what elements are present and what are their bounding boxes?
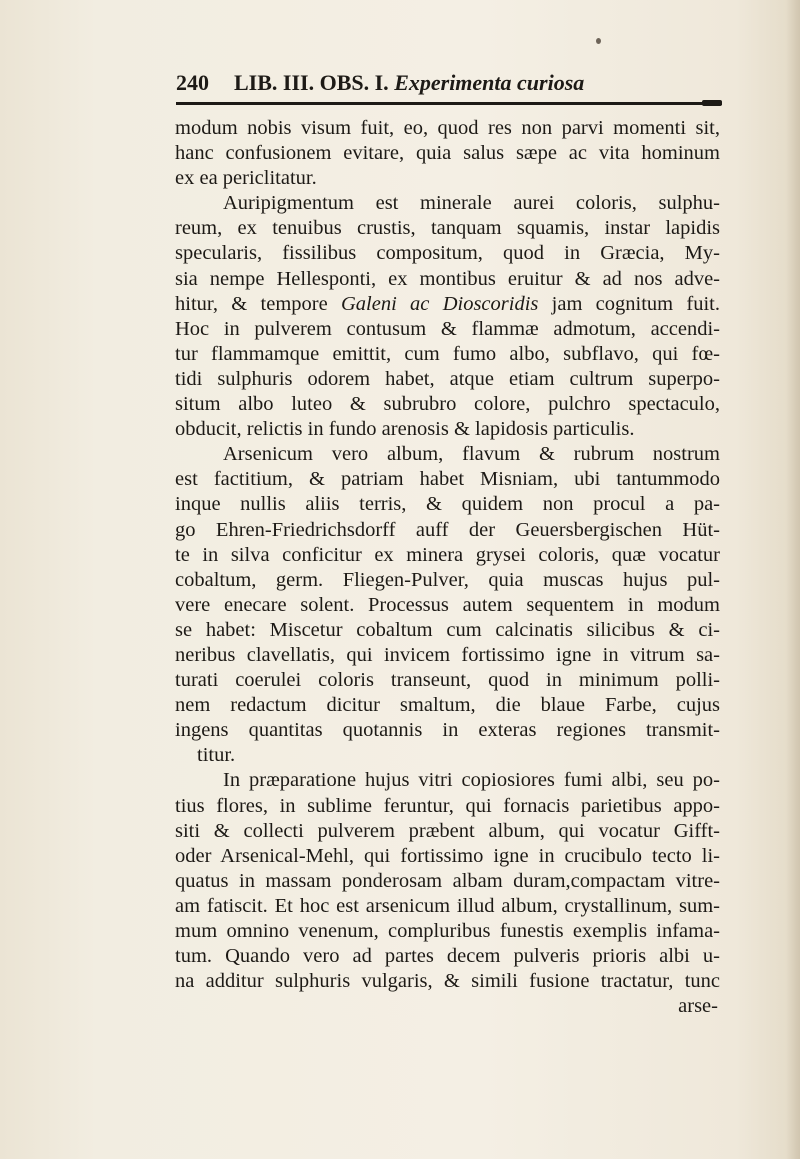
ink-spot [596,38,601,44]
text-line: specularis, fissilibus compositum, quod in Græcia, My- [175,242,720,265]
text-line: quatus in massam ponderosam albam duram,compactam vitre- [175,869,720,892]
text-line: titur. [197,744,236,767]
text-line: ingens quantitas quotannis in exteras regiones transmit- [175,719,720,742]
author-names-italic: Galeni ac Dioscoridis [340,292,539,315]
text-line: te in silva conficitur ex minera grysei coloris, quæ vocatur [175,543,720,566]
text-line: nem redactum dicitur smaltum, die blaue Farbe, cujus [175,694,720,717]
text-line: inque nullis aliis terris, & quidem non procul a pa- [175,493,720,516]
page-number: 240 [176,70,209,95]
page-header [176,70,716,102]
catchword: arse- [678,995,718,1018]
text-line: hitur, & tempore Galeni ac Dioscoridis jam cognitum fuit. [175,292,720,315]
text-line: turati coerulei coloris transeunt, quod in minimum polli- [175,669,720,692]
text-line: hanc confusionem evitare, quia salus sæpe ac vita hominum [175,142,720,165]
text-line: obducit, relictis in fundo arenosis & lapidosis particulis. [175,418,635,441]
body-text [175,116,720,1019]
text-line: neribus clavellatis, qui invicem fortissimo igne in vitrum sa- [175,643,720,666]
text-line: Arsenicum vero album, flavum & rubrum nostrum [223,443,720,466]
text-line: modum nobis visum fuit, eo, quod res non parvi momenti sit, [175,117,720,139]
text-line: tidi sulphuris odorem habet, atque etiam cultrum superpo- [175,367,720,390]
text-line: est factitium, & patriam habet Misniam, ubi tantummodo [175,468,720,491]
text-line: siti & collecti pulverem præbent album, qui vocatur Gifft- [175,819,720,842]
text-line: In præparatione hujus vitri copiosiores fumi albi, seu po- [223,769,720,792]
text-line: tur flammamque emittit, cum fumo albo, subflavo, qui fœ- [175,342,720,365]
running-title-text: Experimenta curiosa [394,70,585,95]
page-edge-shadow [786,0,800,1159]
text-line: oder Arsenical-Mehl, qui fortissimo igne in crucibulo tecto li- [175,844,720,867]
text-line: na additur sulphuris vulgaris, & simili fusione tractatur, tunc [175,970,720,993]
text-line: tius flores, in sublime feruntur, qui fornacis parietibus appo- [175,794,720,817]
text-line: cobaltum, germ. Fliegen-Pulver, quia muscas hujus pul- [175,568,720,591]
text-line: go Ehren-Friedrichsdorff auff der Geuersbergischen Hüt- [175,518,720,541]
text-line: mum omnino venenum, compluribus funestis exemplis infama- [175,920,720,942]
text-line: tum. Quando vero ad partes decem pulveris prioris albi u- [175,945,720,968]
text-line: Auripigmentum est minerale aurei coloris, sulphu- [223,192,720,215]
text-line: situm albo luteo & subrubro colore, pulchro spectaculo, [175,393,720,416]
text-line: Hoc in pulverem contusum & flammæ admotum, accendi- [175,317,720,340]
text-line: am fatiscit. Et hoc est arsenicum illud album, crystallinum, sum- [175,894,720,917]
running-title [234,70,584,96]
text-line: reum, ex tenuibus crustis, tanquam squamis, instar lapidis [175,217,720,240]
text-line: vere enecare solent. Processus autem sequentem in modum [175,593,720,616]
text-line: se habet: Miscetur cobaltum cum calcinatis silicibus & ci- [175,618,720,641]
header-rule [176,102,722,105]
book-reference: LIB. III. OBS. I. [234,70,389,95]
text-line: ex ea periclitatur. [175,167,317,190]
text-line: sia nempe Hellesponti, ex montibus eruitur & ad nos adve- [175,267,720,290]
